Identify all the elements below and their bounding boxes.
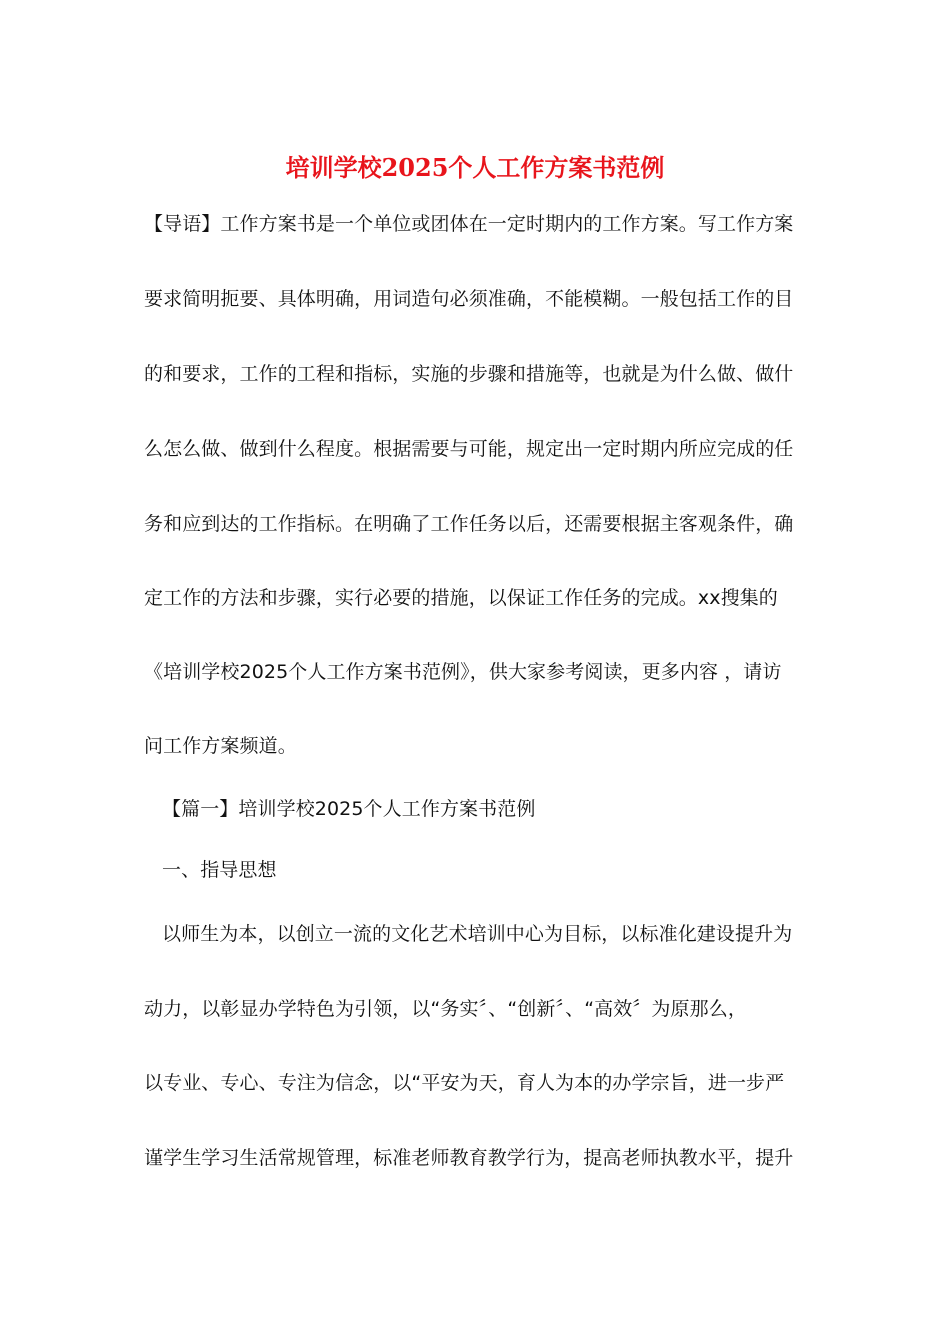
body-line: 动力，以彰显办学特色为引领，以“务实〞、“创新〞、“高效〞为原那么， — [144, 998, 747, 1020]
intro-line: 问工作方案频道。 — [144, 735, 297, 757]
body-line: 谨学生学习生活常规管理，标准老师教育教学行为，提高老师执教水平，提升 — [144, 1147, 794, 1169]
intro-line: 定工作的方法和步骤，实行必要的措施，以保证工作任务的完成。xx搜集的 — [144, 587, 778, 609]
intro-line: 《培训学校2025个人工作方案书范例》，供大家参考阅读，更多内容 ，请访 — [144, 661, 782, 683]
subheading: 一、指导思想 — [162, 859, 277, 881]
document-title: 培训学校2025个人工作方案书范例 — [285, 153, 665, 182]
section-heading: 【篇一】培训学校2025个人工作方案书范例 — [162, 798, 536, 820]
intro-line: 的和要求，工作的工程和指标，实施的步骤和措施等，也就是为什么做、做什 — [144, 363, 794, 385]
intro-line: 务和应到达的工作指标。在明确了工作任务以后，还需要根据主客观条件，确 — [144, 513, 794, 535]
intro-line: 要求简明扼要、具体明确，用词造句必须准确，不能模糊。一般包括工作的目 — [144, 288, 794, 310]
intro-line: 么怎么做、做到什么程度。根据需要与可能，规定出一定时期内所应完成的任 — [144, 438, 794, 460]
body-line: 以师生为本，以创立一流的文化艺术培训中心为目标，以标准化建设提升为 — [162, 923, 793, 945]
intro-line: 【导语】工作方案书是一个单位或团体在一定时期内的工作方案。写工作方案 — [144, 213, 794, 235]
body-line: 以专业、专心、专注为信念，以“平安为天，育人为本的办学宗旨，进一步严 — [144, 1072, 785, 1094]
